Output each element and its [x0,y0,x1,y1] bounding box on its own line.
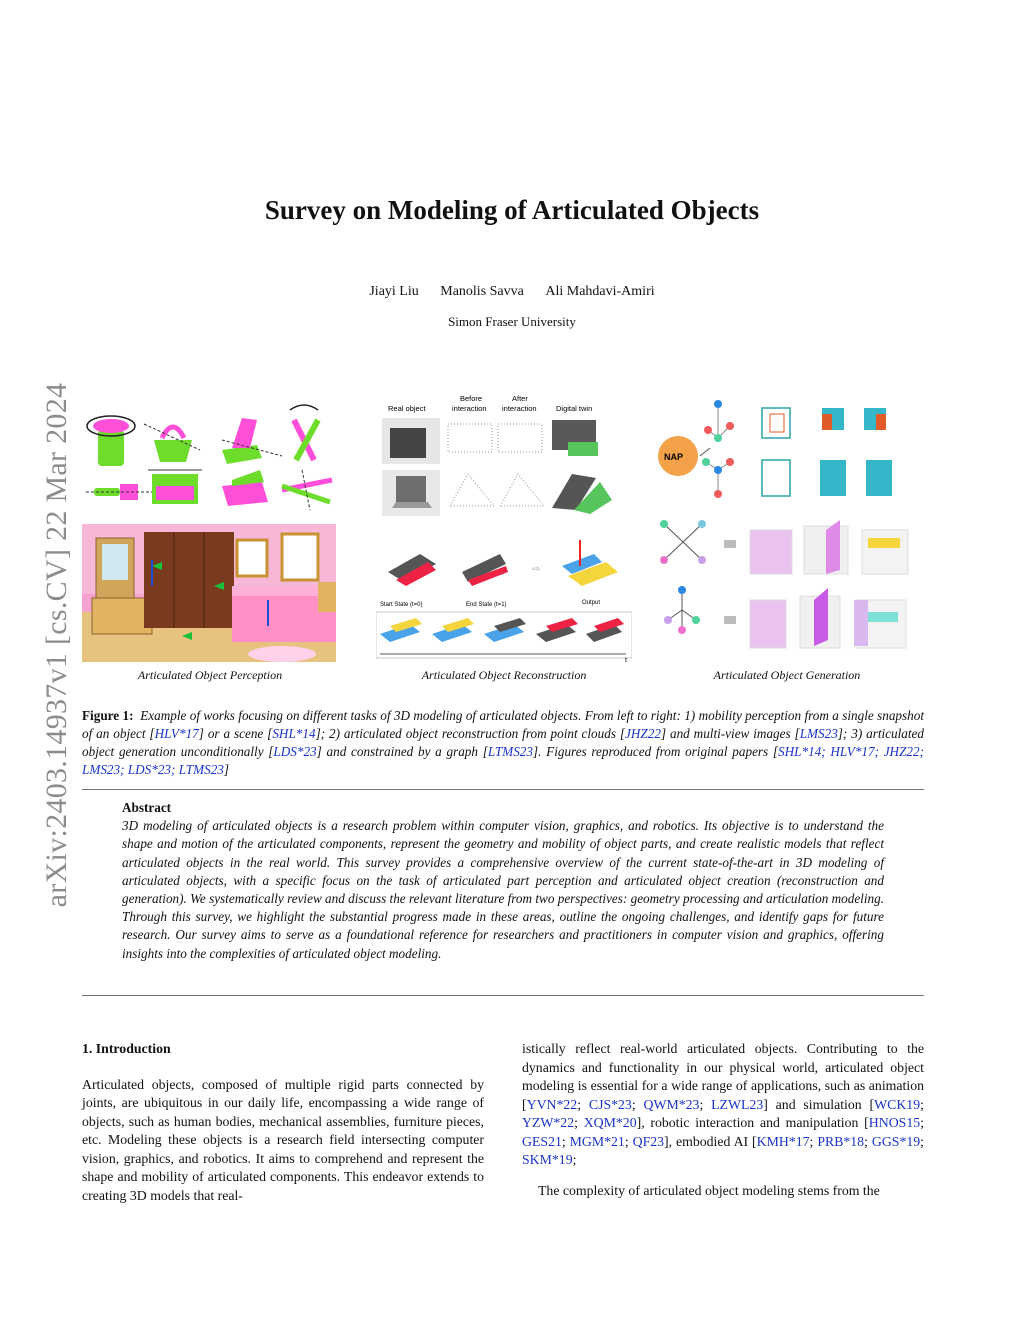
basket-object [144,424,200,462]
intro-paragraph-2: The complexity of articulated object modeling stems from the [538,1182,880,1198]
scissors-object [290,405,318,460]
arxiv-identifier: arXiv:2403.14937v1 [cs.CV] 22 Mar 2024 [40,382,73,908]
abstract-heading: Abstract [122,800,172,815]
abstract-block [122,799,884,963]
intro-paragraph-continued: istically reflect real-world articulated objects. Contributing to the dynamics and functionality in our physical world, articulated object modeling is essential for a wide range of applications, such as animation [YVN*22; CJS*23; QWM*23; LZWL23] and simulation [WCK19; YZW*22; XQM*20], robotic interaction and manipulation [HNOS15; GES21; MGM*21; QF23], embodied AI [KMH*17; PRB*18; GGS*19; SKM*19; [522,1041,924,1167]
reconstruction-illustration [376,390,632,662]
intro-paragraph: Articulated objects, composed of multiple rigid parts connected by joints, are ubiquitous in our daily life, encompassing a wide range of objects, such as human bodies, mechanical assemblies, furniture pieces, etc. Modeling these objects is a research field intersecting computer vision, graphics, and robotics. It aims to comprehend and represent the shape and mobility of articulated components. This endeavor extends to creating 3D models that real- [82,1076,484,1203]
citation-link[interactable]: KMH*17 [756,1133,810,1149]
citation-link[interactable]: QWM*23 [643,1096,700,1112]
caption-text: Example of works focusing on different tasks of 3D modeling of articulated objects. From left to right: 1) mobility perception from a single snapshot of an object [ [82,708,925,741]
figure-caption [82,707,924,779]
citation-link[interactable]: XQM*20 [583,1115,637,1130]
generation-illustration [650,390,924,662]
citation-link[interactable]: HNOS15 [868,1115,921,1130]
author-name: Ali Mahdavi-Amiri [545,284,655,299]
left-column [82,1040,484,1205]
label-t: t [625,657,627,662]
abstract-top-rule [82,789,924,790]
svg-text:⇨: ⇨ [532,564,541,575]
citation-link[interactable]: LDS*23 [273,744,317,759]
label-before-2: interaction [452,404,487,413]
caption-text: ]; 2) articulated object reconstruction from point clouds [ [315,726,626,741]
teaser-figure [82,390,924,690]
caption-text: ] and constrained by a graph [ [316,744,488,759]
label-real-object: Real object [388,404,426,413]
right-column [522,1040,924,1200]
citation-link[interactable]: GES21 [522,1133,562,1149]
label-before-1: Before [460,394,483,403]
citation-link[interactable]: LZWL23 [711,1096,764,1112]
citation-link[interactable]: CJS*23 [588,1096,632,1112]
caption-text: ]. Figures reproduced from original papers [ [533,744,779,759]
subcaption-reconstruction: Articulated Object Reconstruction [421,668,587,682]
citation-link[interactable]: HLV*17 [154,726,199,741]
author-list [0,284,1024,300]
affiliation: Simon Fraser University [448,314,576,329]
author-name: Jiayi Liu [369,284,419,299]
label-after-1: After [512,394,528,403]
label-nap: NAP [664,452,684,462]
citation-link[interactable]: QF23 [632,1133,665,1149]
author-name: Manolis Savva [440,284,524,299]
label-end-state: End State (t=1) [466,602,507,608]
caption-text: ]; 3) articulated object generation unconditionally [ [82,726,925,759]
label-digital-twin: Digital twin [556,404,593,413]
reconstruction-panel [376,390,632,662]
citation-link[interactable]: GGS*19 [871,1133,921,1149]
generation-panel [650,390,924,662]
citation-link[interactable]: SHL*14; HLV*17; JHZ22; LMS23; LDS*23; LTMS23 [82,744,924,777]
citation-link[interactable]: WCK19 [874,1096,921,1112]
citation-link[interactable]: PRB*18 [817,1133,865,1149]
pliers-object [282,470,332,510]
label-output: Output [582,600,601,606]
subcaption-generation: Articulated Object Generation [713,668,861,682]
caption-text: ] or a scene [ [198,726,273,741]
citation-link[interactable]: YVN*22 [526,1096,578,1112]
citation-link[interactable]: MGM*21 [569,1133,625,1149]
perception-panel [82,390,338,662]
subcaption-perception: Articulated Object Perception [137,668,283,682]
label-after-2: interaction [502,404,537,413]
citation-link[interactable]: LMS23 [799,726,838,741]
label-start-state: Start State (t=0) [380,602,423,608]
caption-text: ] and multi-view images [ [660,726,800,741]
spray-object [86,484,152,500]
perception-illustration [82,390,338,662]
abstract-bottom-rule [82,995,924,996]
bedroom-scene [82,524,336,662]
paper-title: Survey on Modeling of Articulated Objects [264,195,760,225]
abstract-text: 3D modeling of articulated objects is a research problem within computer vision, graphics, and robotics. Its objective is to understand the shape and motion of the articulated components, represent the geometry and mobility of object parts, and create realistic models that reflect articulated objects in the real world. This survey provides a comprehensive overview of the current state-of-the-art in 3D modeling of articulated objects, with a specific focus on the task of articulated part perception and articulated object creation (reconstruction and generation). We systematically review and discuss the relevant literature from two perspectives: geometry processing and articulation modeling. Through this survey, we highlight the substantial progress made in these areas, outline the ongoing challenges, and identify gaps for future research. Our survey aims to serve as a foundational reference for researchers and practitioners in computer vision and graphics, offering insights into the complexities of articulated object modeling. [122,818,884,961]
citation-link[interactable]: SHL*14 [272,726,316,741]
box-object [222,470,268,506]
figure-label: Figure 1: [82,708,134,723]
laptop-object [222,418,282,464]
caption-text: ] [223,762,230,777]
timeline-sequence [380,618,624,642]
citation-link[interactable]: LTMS23 [487,744,533,759]
cup-object [87,416,135,466]
citation-link[interactable]: YZW*22 [522,1115,575,1130]
citation-link[interactable]: JHZ22 [625,726,661,741]
section-heading: 1. Introduction [82,1041,171,1056]
drawer-object [148,470,202,504]
citation-link[interactable]: SKM*19 [522,1152,573,1167]
